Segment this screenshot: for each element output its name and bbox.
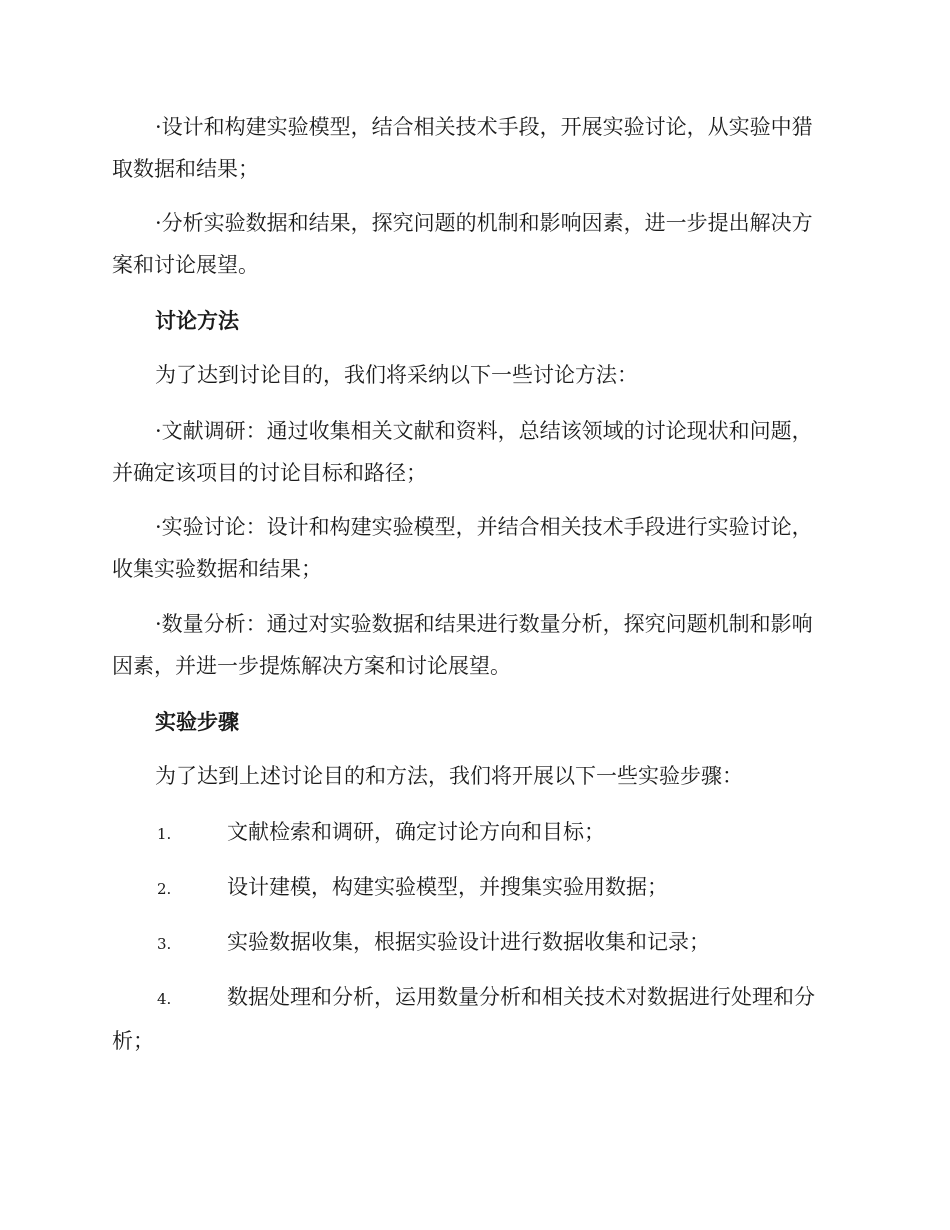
- steps-heading: 实验步骤: [155, 710, 239, 734]
- methods-heading: 讨论方法: [155, 309, 239, 333]
- method-item-experiment: ·实验讨论：设计和构建实验模型，并结合相关技术手段进行实验讨论，收集实验数据和结果；: [112, 515, 813, 581]
- step-number: 2.: [157, 880, 172, 898]
- step-item: [112, 921, 832, 965]
- step-number: 4.: [157, 990, 172, 1008]
- step-item: [112, 866, 832, 910]
- method-item-literature: ·文献调研：通过收集相关文献和资料，总结该领域的讨论现状和问题，并确定该项目的讨论目标和路径；: [112, 419, 813, 485]
- methods-intro: 为了达到讨论目的，我们将采纳以下一些讨论方法：: [155, 363, 638, 387]
- method-item-quantitative: ·数量分析：通过对实验数据和结果进行数量分析，探究问题机制和影响因素，并进一步提炼解决方案和讨论展望。: [112, 612, 813, 678]
- steps-intro: 为了达到上述讨论目的和方法，我们将开展以下一些实验步骤：: [155, 764, 743, 788]
- goal-paragraph-2: ·分析实验数据和结果，探究问题的机制和影响因素，进一步提出解决方案和讨论展望。: [112, 211, 813, 277]
- step-text: 数据处理和分析，运用数量分析和相关技术对数据进行处理和分析；: [112, 985, 815, 1053]
- step-text: 设计建模，构建实验模型，并搜集实验用数据；: [227, 875, 668, 899]
- step-number: 1.: [157, 825, 172, 843]
- step-number: 3.: [157, 935, 172, 953]
- step-item: [112, 976, 832, 1062]
- step-text: 文献检索和调研，确定讨论方向和目标；: [227, 820, 605, 844]
- step-item: [112, 811, 832, 855]
- goal-paragraph-1: ·设计和构建实验模型，结合相关技术手段，开展实验讨论，从实验中猎取数据和结果；: [112, 115, 813, 181]
- step-text: 实验数据收集，根据实验设计进行数据收集和记录；: [227, 930, 710, 954]
